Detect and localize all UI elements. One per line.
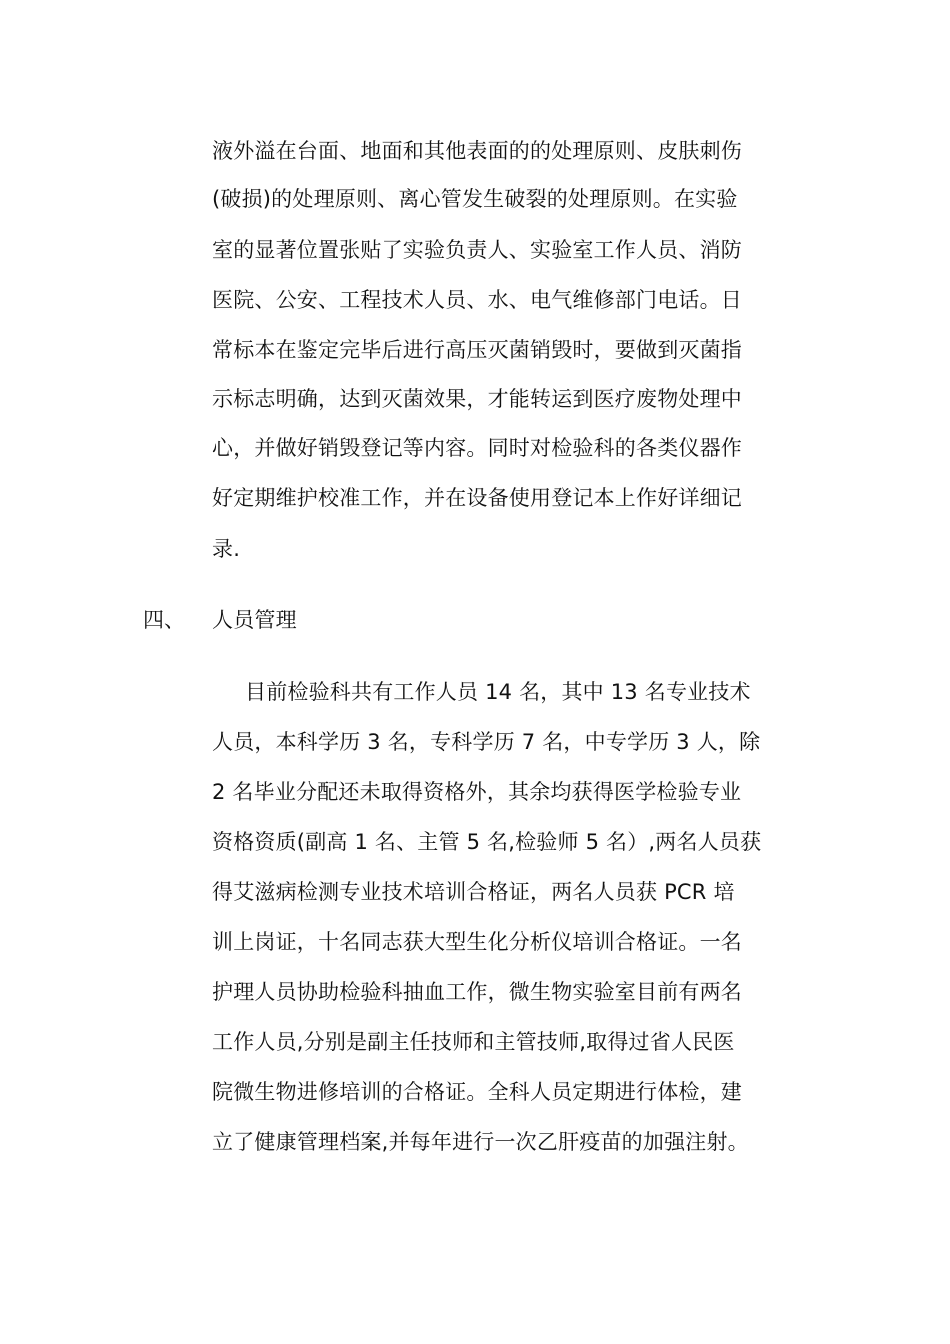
text-line: 心，并做好销毁登记等内容。同时对检验科的各类仪器作 bbox=[212, 436, 742, 460]
text-line: 示标志明确，达到灭菌效果，才能转运到医疗废物处理中 bbox=[212, 387, 742, 411]
text-line: 得艾滋病检测专业技术培训合格证，两名人员获 PCR 培 bbox=[212, 880, 735, 904]
section-title: 人员管理 bbox=[212, 608, 297, 632]
text-line: 工作人员,分别是副主任技师和主管技师,取得过省人民医 bbox=[212, 1030, 735, 1054]
text-line: 室的显著位置张贴了实验负责人、实验室工作人员、消防 bbox=[212, 238, 742, 262]
section-number: 四、 bbox=[143, 608, 185, 632]
text-line: 录. bbox=[212, 537, 241, 561]
text-line: 护理人员协助检验科抽血工作，微生物实验室目前有两名 bbox=[212, 980, 742, 1004]
text-line: (破损)的处理原则、离心管发生破裂的处理原则。在实验 bbox=[212, 187, 738, 211]
text-line: 医院、公安、工程技术人员、水、电气维修部门电话。日 bbox=[212, 288, 742, 312]
text-line: 2 名毕业分配还未取得资格外，其余均获得医学检验专业 bbox=[212, 780, 742, 804]
text-line: 人员，本科学历 3 名，专科学历 7 名，中专学历 3 人，除 bbox=[212, 730, 761, 754]
text-line: 院微生物进修培训的合格证。全科人员定期进行体检，建 bbox=[212, 1080, 742, 1104]
text-line: 液外溢在台面、地面和其他表面的的处理原则、皮肤刺伤 bbox=[212, 139, 742, 163]
text-line: 资格资质(副高 1 名、主管 5 名,检验师 5 名）,两名人员获 bbox=[212, 830, 762, 854]
text-line: 好定期维护校准工作，并在设备使用登记本上作好详细记 bbox=[212, 486, 742, 510]
text-line: 常标本在鉴定完毕后进行高压灭菌销毁时，要做到灭菌指 bbox=[212, 338, 742, 362]
text-line: 立了健康管理档案,并每年进行一次乙肝疫苗的加强注射。 bbox=[212, 1130, 749, 1154]
text-line: 训上岗证，十名同志获大型生化分析仪培训合格证。一名 bbox=[212, 930, 742, 954]
text-line: 目前检验科共有工作人员 14 名，其中 13 名专业技术 bbox=[245, 680, 751, 704]
